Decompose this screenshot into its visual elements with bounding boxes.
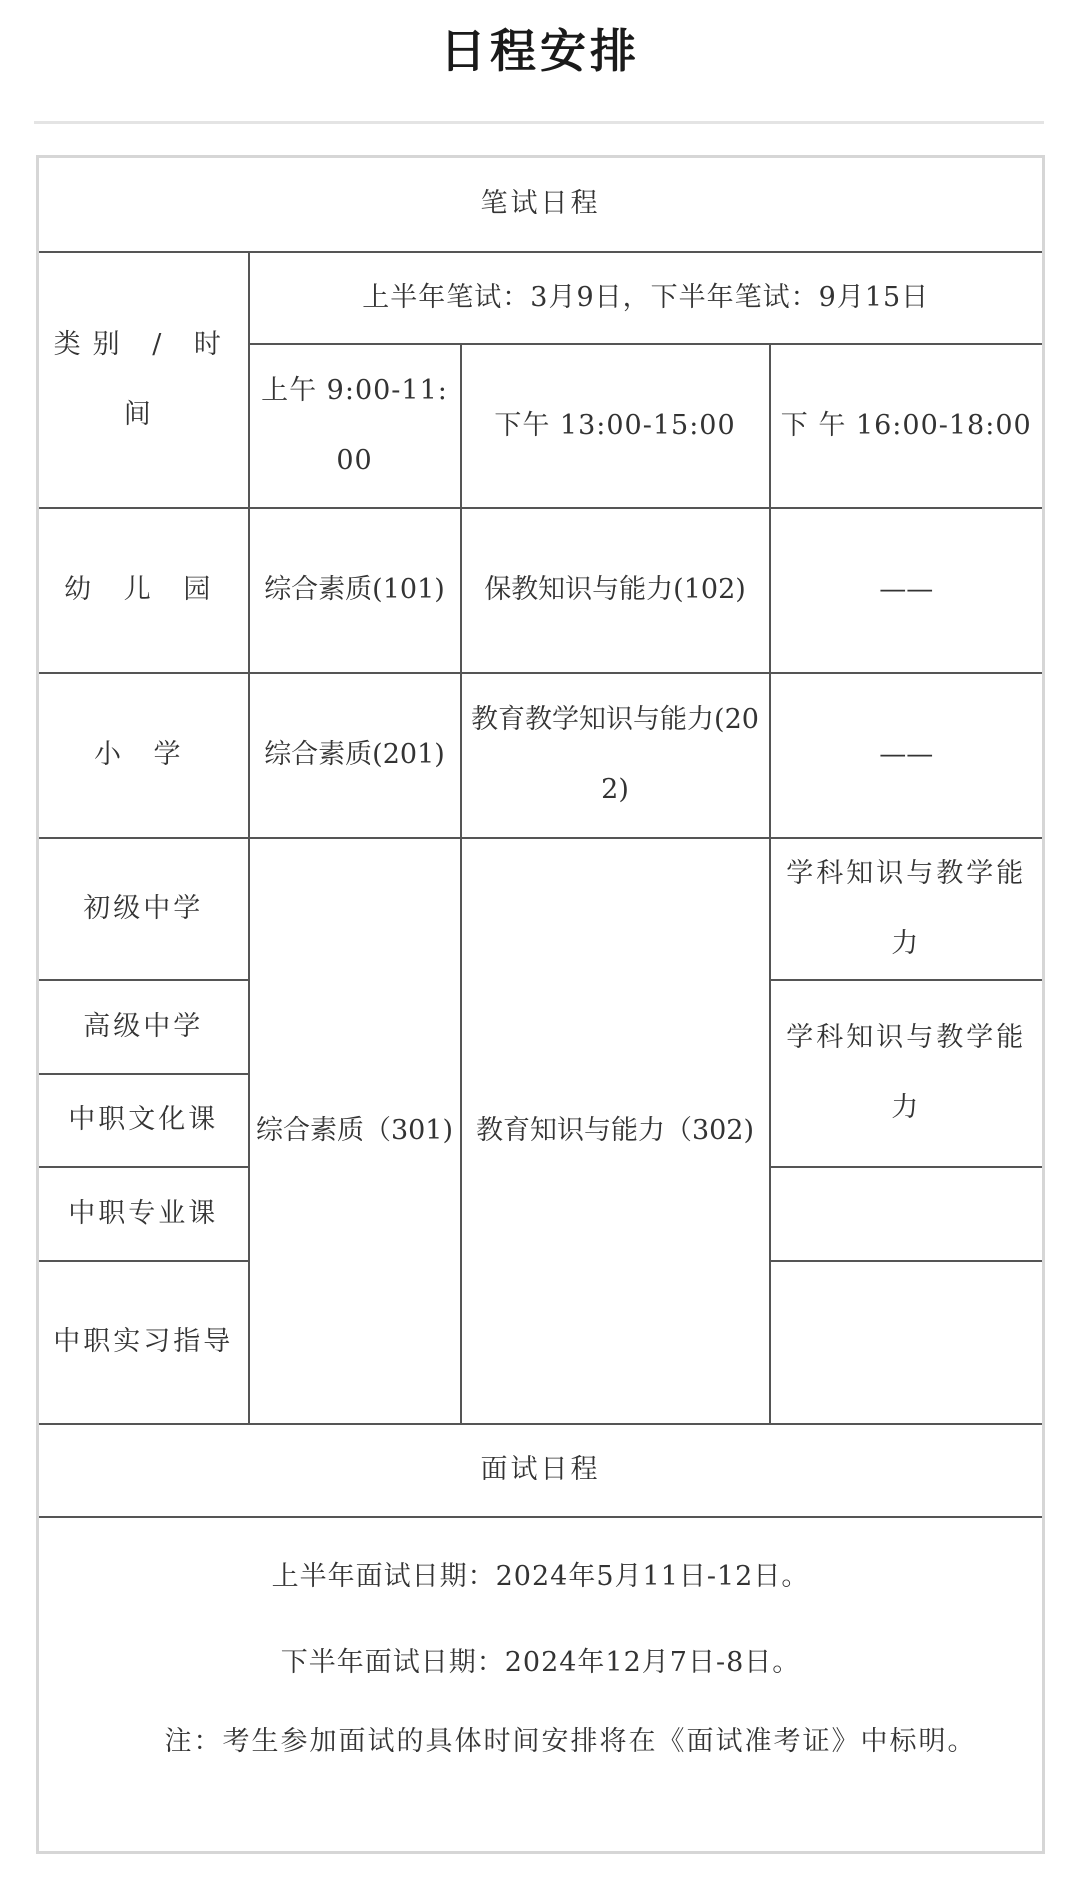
primary-afternoon-subject: 教育教学知识与能力(202) bbox=[461, 673, 770, 838]
kindergarten-evening-subject: —— bbox=[770, 508, 1044, 673]
kindergarten-afternoon-subject: 保教知识与能力(102) bbox=[461, 508, 770, 673]
senior-evening-subject: 学科知识与教学能力 bbox=[770, 980, 1044, 1167]
interview-second-half: 下半年面试日期：2024年12月7日-8日。 bbox=[280, 1646, 801, 1678]
vocational-major-evening-subject bbox=[770, 1167, 1044, 1261]
vocational-internship-evening-subject bbox=[770, 1261, 1044, 1424]
session-afternoon: 下午 13:00-15:00 bbox=[461, 344, 770, 508]
interview-details-row bbox=[38, 1517, 1044, 1853]
primary-evening-subject: —— bbox=[770, 673, 1044, 838]
title-divider bbox=[34, 121, 1044, 124]
page-title: 日程安排 bbox=[440, 24, 640, 78]
category-primary: 小 学 bbox=[38, 673, 249, 838]
session-evening: 下 午 16:00-18:00 bbox=[770, 344, 1044, 508]
interview-details bbox=[38, 1517, 1044, 1853]
session-morning: 上午 9:00-11:00 bbox=[249, 344, 461, 508]
secondary-afternoon-subject: 教育知识与能力（302) bbox=[461, 838, 770, 1424]
table-row bbox=[38, 673, 1044, 838]
interview-section-title: 面试日程 bbox=[38, 1424, 1044, 1517]
table-row bbox=[38, 838, 1044, 980]
written-dates-line: 上半年笔试：3月9日，下半年笔试：9月15日 bbox=[249, 252, 1044, 344]
category-vocational-major: 中职专业课 bbox=[38, 1167, 249, 1261]
category-kindergarten: 幼 儿 园 bbox=[38, 508, 249, 673]
dates-row bbox=[38, 252, 1044, 344]
junior-evening-subject: 学科知识与教学能力 bbox=[770, 838, 1044, 980]
category-time-header: 类别 / 时间 bbox=[38, 252, 249, 508]
written-section-row bbox=[38, 157, 1044, 252]
interview-first-half: 上半年面试日期：2024年5月11日-12日。 bbox=[271, 1560, 810, 1592]
interview-section-row bbox=[38, 1424, 1044, 1517]
category-junior-secondary: 初级中学 bbox=[38, 838, 249, 980]
category-vocational-culture: 中职文化课 bbox=[38, 1074, 249, 1167]
schedule-table bbox=[36, 155, 1045, 1854]
primary-morning-subject: 综合素质(201) bbox=[249, 673, 461, 838]
category-vocational-internship: 中职实习指导 bbox=[38, 1261, 249, 1424]
written-section-title: 笔试日程 bbox=[38, 157, 1044, 252]
interview-note: 注：考生参加面试的具体时间安排将在《面试准考证》中标明。 bbox=[164, 1725, 977, 1757]
table-row bbox=[38, 508, 1044, 673]
kindergarten-morning-subject: 综合素质(101) bbox=[249, 508, 461, 673]
category-senior-secondary: 高级中学 bbox=[38, 980, 249, 1074]
secondary-morning-subject: 综合素质（301) bbox=[249, 838, 461, 1424]
